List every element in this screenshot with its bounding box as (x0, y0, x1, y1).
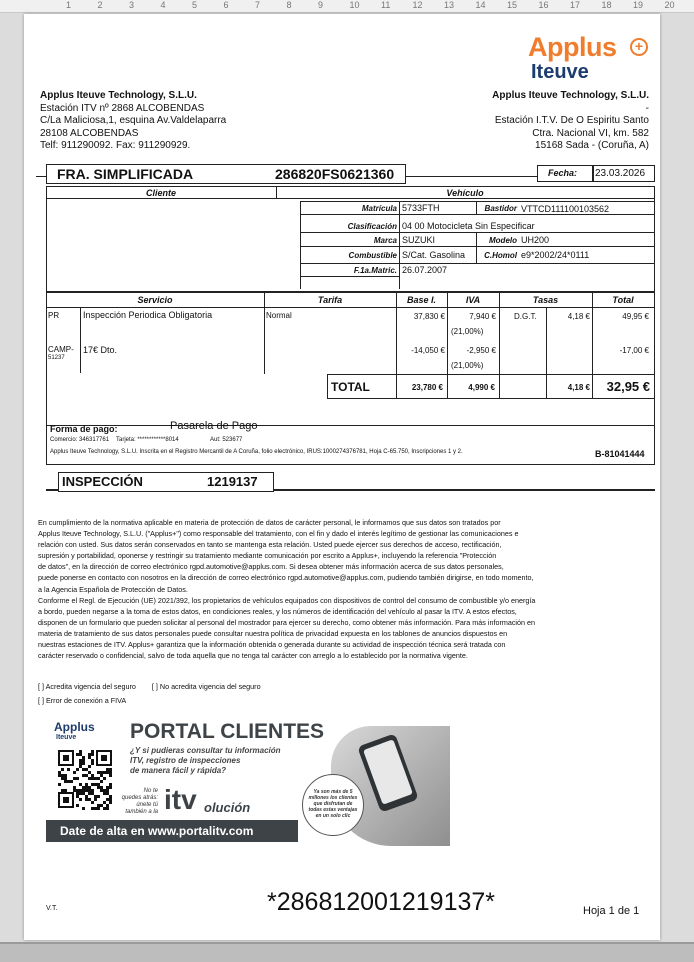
logo-plus-icon: + (630, 38, 648, 56)
ruler-tick: 18 (601, 0, 612, 10)
banner-q2: ITV, registro de inspecciones (130, 756, 241, 765)
servicio-header: Servicio (137, 295, 173, 305)
row1-base: 37,830 € (413, 312, 445, 321)
cta-bar (46, 820, 298, 842)
modelo-value: UH200 (521, 235, 550, 245)
recipient-dash: - (645, 102, 649, 114)
combustible-value: S/Cat. Gasolina (402, 250, 466, 260)
legal-line: a la Agencia Española de Protección de Datos. (38, 584, 188, 594)
badge-line1: Ya son más de 5 (313, 789, 353, 795)
ruler-tick: 11 (381, 0, 391, 10)
ruler-tick: 7 (255, 0, 261, 10)
tarifa-header: Tarifa (317, 295, 343, 305)
tasas-header: Tasas (532, 295, 559, 305)
applus-logo (528, 32, 648, 86)
row2-desc: 17€ Dto. (83, 345, 118, 355)
issuer-phone: Telf: 911290092. Fax: 911290929. (40, 140, 191, 152)
issuer-street: C/La Maliciosa,1, esquina Av.Valdelaparra (40, 115, 227, 127)
client-header: Cliente (145, 188, 176, 198)
banner-side-text (116, 788, 158, 816)
row1-iva-pct: (21,00%) (451, 327, 484, 336)
invoice-number: 286820FS0621360 (275, 166, 395, 182)
payment-comercio: Comercio: 346317761 (50, 437, 110, 443)
invoice-title-box (46, 164, 406, 184)
ruler-tick: 17 (570, 0, 581, 10)
ruler-tick: 12 (412, 0, 423, 10)
check-no-vigencia-text: [ ] No acredita vigencia del seguro (151, 682, 261, 691)
banner-brand: Applus (54, 720, 95, 734)
banner-title: PORTAL CLIENTES (130, 720, 325, 743)
legal-line: nuestras estaciones de ITV. Applus+ garantiza que la información obtenida o generada durante su actividad de inspección técnica será tratada con (38, 640, 506, 650)
portal-clientes-banner (46, 716, 450, 862)
combustible-label: Combustible (348, 251, 397, 260)
legal-line: carácter reservado o confidencial, salvo de toda aquella que no tenga tal carácter con arreglo a lo establecido por la normativa vigente. (38, 651, 468, 661)
badge-line3: que disfrutan de (313, 801, 353, 807)
legal-line: relación con usted. Sus datos serán conservados en tanto se mantenga esta relación. Usted puede ejercer sus derechos de acceso, rectificación, (38, 540, 502, 550)
legal-text (38, 517, 650, 661)
issuer-city: 28108 ALCOBENDAS (40, 127, 139, 139)
ruler-tick: 2 (97, 0, 103, 10)
recipient-station: Estación I.T.V. De O Espiritu Santo (494, 115, 649, 127)
document-page (24, 14, 660, 940)
ruler-tick: 1 (66, 0, 72, 10)
ruler-tick: 3 (129, 0, 135, 10)
banner-side2: quedes atrás: (121, 795, 158, 801)
ruler-tick: 8 (286, 0, 292, 10)
total-base: 23,780 € (411, 383, 443, 392)
payment-tarjeta: Tarjeta: ************8014 (116, 437, 179, 443)
row2-iva: -2,950 € (466, 346, 496, 355)
clasificacion-value: 04 00 Motocicleta Sin Especificar (402, 221, 535, 231)
badge-line2: millones los clientes (308, 795, 358, 801)
row2-iva-pct: (21,00%) (451, 361, 484, 370)
qr-code-icon (56, 748, 114, 810)
vehicle-header: Vehículo (446, 188, 484, 198)
matric-label: F.1a.Matric. (353, 266, 397, 275)
ruler-tick: 20 (664, 0, 675, 10)
ruler-tick: 10 (349, 0, 360, 10)
row1-tarifa: Normal (266, 311, 292, 320)
payment-method: Pasarela de Pago (170, 420, 258, 432)
homol-value: e9*2002/24*0111 (521, 250, 590, 260)
base-header: Base I. (406, 295, 437, 305)
row2-code: CAMP- (48, 345, 74, 354)
date-label: Fecha: (548, 168, 578, 178)
check-vigencia-text: [ ] Acredita vigencia del seguro (38, 682, 136, 691)
check-vigencia (38, 681, 261, 692)
issuer-station: Estación ITV nº 2868 ALCOBENDAS (40, 102, 205, 114)
check-fiva-error: [ ] Error de conexión a FIVA (38, 696, 127, 705)
legal-line: supresión y portabilidad, oponerse y restringir su tratamiento mediante comunicación por escrito a Applus+, incluyendo la referencia "Protección (38, 551, 497, 561)
inspection-number: 1219137 (207, 474, 258, 489)
matricula-value: 5733FTH (402, 203, 440, 213)
total-header: Total (612, 295, 634, 305)
total-iva: 4,990 € (468, 383, 495, 392)
legal-line: disponen de un formulario que pueden solicitar al personal del mostrador para ejercer su derecho, como obtener más información. Para más información en (38, 617, 536, 627)
row1-tasa: 4,18 € (567, 312, 590, 321)
logo-text: Applus (528, 32, 617, 62)
row2-base: -14,050 € (411, 346, 445, 355)
invoice-title: FRA. SIMPLIFICADA (57, 166, 194, 182)
payment-registry: Applus Iteuve Technology, S.L.U. Inscrita en el Registro Mercantil de A Coruña, folio electrónico, IRUS:1000274376781, Hoja C-65.750, Inscripciones 1 y 2. (50, 449, 463, 455)
recipient-city: 15168 Sada - (Coruña, A) (535, 140, 649, 152)
legal-line: materia de tratamiento de sus datos personales puede consultar nuestra política de privacidad expuesta en los tablones de anuncios dispuestos en (38, 628, 508, 638)
homol-label: C.Homol (484, 251, 517, 260)
ruler-tick: 15 (507, 0, 518, 10)
clasificacion-label: Clasificación (347, 222, 397, 231)
badge-line4: todas estas ventajas (308, 807, 358, 813)
payment-label: Forma de pago: (50, 424, 118, 434)
cta-text: Date de alta en www.portalitv.com (60, 824, 254, 838)
matric-value: 26.07.2007 (402, 265, 448, 275)
banner-q1: ¿Y si pudieras consultar tu información (130, 746, 281, 755)
inspection-label: INSPECCIÓN (62, 474, 143, 489)
ruler-tick: 13 (444, 0, 455, 10)
inspection-box (58, 472, 274, 492)
legal-line: a bordo, pueden negarse a la toma de estos datos, en condiciones reales, y los números de identificación del vehículo al pasar la ITV. A estos efectos, (38, 606, 517, 616)
clients-badge (302, 774, 364, 836)
bastidor-value: VTTCD111100103562 (521, 204, 610, 214)
ruler-tick: 6 (223, 0, 229, 10)
banner-q3: de manera fácil y rápida? (130, 766, 227, 775)
matricula-label: Matrícula (361, 204, 397, 213)
ruler-tick: 14 (475, 0, 486, 10)
total-label: TOTAL (331, 380, 370, 394)
footer-vt: V.T. (46, 905, 58, 912)
legal-line: de datos", en la dirección de correo electrónico rgpd.automotive@applus.com. Si desea obtener más información acerca de sus datos personales, (38, 562, 504, 572)
marca-value: SUZUKI (402, 235, 436, 245)
banner-olucion: olución (204, 800, 251, 815)
recipient-road: Ctra. Nacional VI, km. 582 (532, 127, 649, 139)
banner-itv: itv (164, 784, 197, 815)
modelo-label: Modelo (489, 236, 517, 245)
row1-iva: 7,940 € (469, 312, 496, 321)
ruler-tick: 4 (160, 0, 166, 10)
barcode: *286812001219137* (267, 888, 496, 916)
ruler-tick: 9 (318, 0, 324, 10)
legal-line: Conforme el Regl. de Ejecución (UE) 2021/392, los propietarios de vehículos equipados con dispositivos de control del consumo de combustible y/o energía (38, 595, 536, 605)
page-counter: Hoja 1 de 1 (583, 905, 640, 917)
invoice-date: 23.03.2026 (595, 168, 646, 179)
recipient-block (492, 90, 649, 153)
legal-line: En cumplimiento de la normativa aplicable en materia de protección de datos de carácter personal, le informamos que sus datos son tratados por (38, 518, 501, 527)
date-label-box (537, 165, 594, 182)
row1-desc: Inspección Periodica Obligatoria (83, 310, 213, 320)
issuer-name: Applus Iteuve Technology, S.L.U. (40, 90, 197, 101)
legal-line: Applus Iteuve Technology, S.L.U. ("Applus+") como responsable del tratamiento, con el fin y dado el interés legítimo de gestionar las comunicaciones e (38, 529, 519, 539)
total-amount: 32,95 € (606, 379, 650, 394)
total-tasa: 4,18 € (567, 383, 590, 392)
issuer-block (40, 90, 226, 153)
iva-header: IVA (465, 295, 481, 305)
ruler (0, 0, 694, 13)
viewer-bottom-bar (0, 942, 694, 962)
row2-code2: 51237 (48, 355, 65, 361)
marca-label: Marca (373, 236, 397, 245)
banner-question (130, 746, 281, 776)
banner-side3: únete tú (136, 802, 158, 808)
date-value-box (592, 165, 655, 182)
bastidor-label: Bastidor (484, 204, 517, 213)
logo-subtext: Iteuve (531, 61, 589, 83)
banner-brand-sub: Iteuve (56, 734, 77, 741)
row1-tasa-name: D.G.T. (514, 312, 537, 321)
row1-total: 49,95 € (622, 312, 649, 321)
payment-aut: Aut: 523677 (210, 437, 243, 443)
ruler-tick: 16 (538, 0, 549, 10)
badge-line5: en un solo clic (315, 813, 351, 819)
recipient-name: Applus Iteuve Technology, S.L.U. (492, 90, 649, 101)
ruler-tick: 19 (633, 0, 644, 10)
legal-line: puede ponerse en contacto con nosotros en la dirección de correo electrónico rgpd.automotive@applus.com, pudiendo también dirigirse, en todo momento, (38, 573, 534, 583)
row2-total: -17,00 € (619, 346, 649, 355)
banner-side4: también a la (125, 809, 158, 815)
row1-code: PR (48, 311, 60, 320)
company-cif: B-81041444 (595, 449, 645, 459)
ruler-tick: 5 (192, 0, 198, 10)
banner-side1: No te (143, 788, 158, 794)
